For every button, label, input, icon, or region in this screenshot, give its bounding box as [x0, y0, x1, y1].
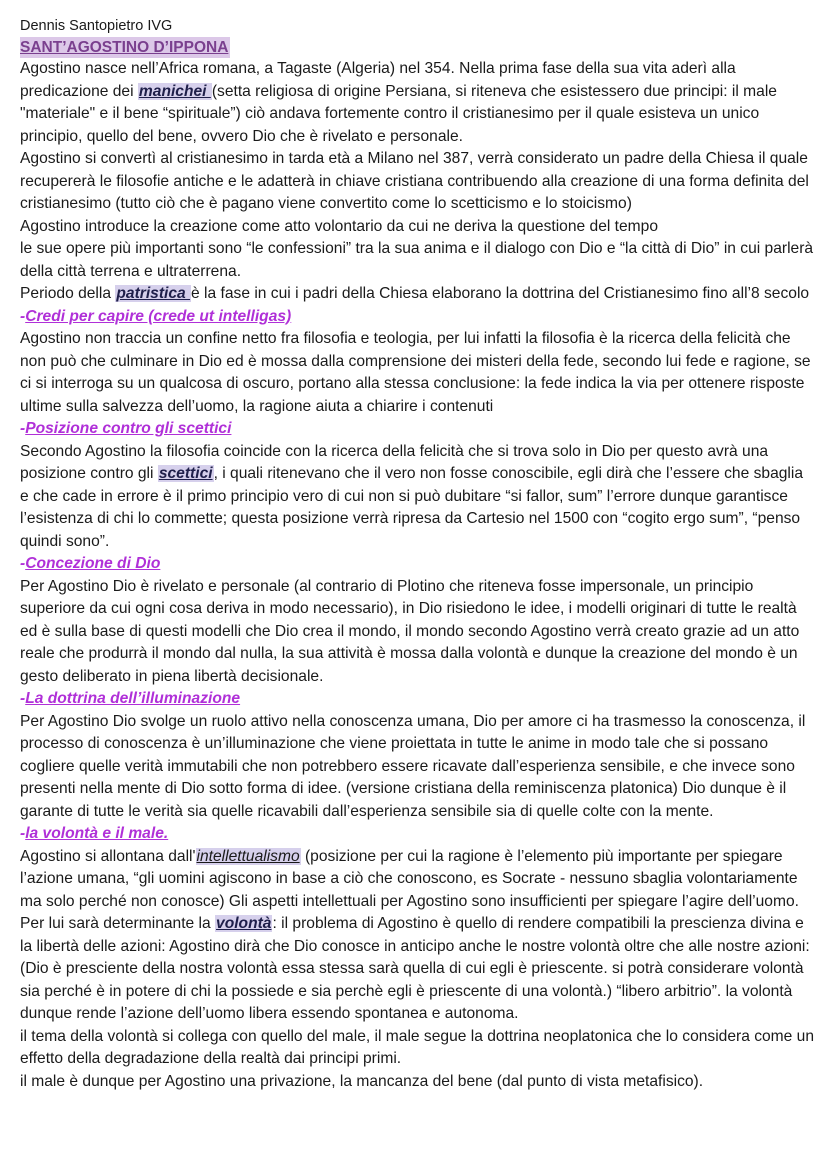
- keyword-highlight: [215, 915, 272, 932]
- section-heading-scettici: [20, 418, 815, 441]
- heading-text: La dottrina dell’illuminazione: [25, 690, 241, 707]
- keyword-highlight: [138, 83, 212, 100]
- section-body-volonta-3: il male è dunque per Agostino una privazione, la mancanza del bene (dal punto di vista metafisico).: [20, 1072, 704, 1090]
- document-body: [20, 16, 815, 1093]
- intro-paragraph-5: [20, 283, 815, 306]
- text-run: Agostino si allontana dall': [20, 847, 196, 865]
- section-body-illuminazione: Per Agostino Dio svolge un ruolo attivo nella conoscenza umana, Dio per amore ci ha trasmesso la conoscenza, il processo di conoscenza è un’illuminazione che viene proiettata in tutte le anime in modo tale che si possano cogliere quelle verità immutabili che non potrebbero essere ricavate dall’esperienza sensibile, e che invece sono presenti nella mente di Dio sotto forma di idee. (versione cristiana della reminiscenza platonica) Dio dunque è il garante di tutte le verità sia quelle ricavabili dall’esperienza sensibile sia di quelle colte con la mente.: [20, 712, 806, 820]
- text-run: Secondo Agostino la filosofia coincide con la ricerca della felicità che si trova solo in Dio per questo avrà una posizione contro gli: [20, 442, 769, 482]
- heading-text: Credi per capire (crede ut intelligas): [25, 307, 292, 325]
- heading-dash: -: [20, 690, 26, 707]
- section-body-dio: Per Agostino Dio è rivelato e personale (al contrario di Plotino che riteneva fosse impersonale, un principio superiore da cui ogni cosa deriva in modo necessario), in Dio risiedono le idee, i modelli originari di tutte le realtà ed è sulla base di questi modelli che Dio crea il mondo, il mondo secondo Agostino verrà creato grazie ad un atto reale che produrrà il mondo dal nulla, la sua attività è mossa dalla volontà e dunque la creazione del mondo è un gesto deliberato in piena libertà decisionale.: [20, 577, 800, 685]
- intro-paragraph-4: le sue opere più importanti sono “le confessioni” tra la sua anima e il dialogo con Dio e “la città di Dio” in cui parlerà della città terrena e ultraterrena.: [20, 240, 814, 280]
- heading-dash: -: [20, 420, 26, 437]
- document-title: SANT’AGOSTINO D’IPPONA: [20, 39, 229, 56]
- text-run: Periodo della: [20, 285, 116, 302]
- keyword-intellettualismo: intellettualismo: [196, 847, 300, 865]
- intro-paragraph-1: [20, 58, 815, 148]
- keyword-volonta: volontà: [216, 915, 272, 932]
- heading-dash: -: [20, 825, 26, 842]
- heading-text: Concezione di Dio: [25, 555, 161, 572]
- keyword-scettici: scettici: [158, 465, 213, 482]
- text-run: Agostino nasce nell’Africa romana, a Tagaste (Algeria) nel 354. Nella prima fase della sua vita aderì alla predicazione dei: [20, 60, 736, 100]
- author-name: Dennis Santopietro IVG: [20, 18, 173, 34]
- keyword-patristica: patristica: [116, 285, 191, 302]
- text-run: è la fase in cui i padri della Chiesa elaborano la dottrina del Cristianesimo fino all’8 secolo: [191, 285, 810, 302]
- section-heading-volonta: [20, 823, 815, 846]
- text-run: (posizione per cui la ragione è l’elemento più importante per spiegare l’azione umana, “gli uomini agiscono in base a ciò che conoscono, es Socrate - nessuno sbaglia volontariamente ma solo perché non conosce) Gli aspetti intellettuali per Agostino sono insufficienti per spiegare l’agire dell’uomo. Per lui sarà determinante la: [20, 847, 799, 932]
- section-body-volonta-2: il tema della volontà si collega con quello del male, il male segue la dottrina neoplatonica che lo considera come un effetto della degradazione della realtà dai principi primi.: [20, 1027, 815, 1067]
- text-run: : il problema di Agostino è quello di rendere compatibili la prescienza divina e la libertà delle azioni: Agostino dirà che Dio conosce in anticipo anche le nostre volontà oltre che alle nostre azioni: (Dio è presciente della nostra volontà essa stessa sarà quella di cui egli è priescente. si potrà considerare volontà sia perché è in potere di chi la possiede e sia perchè egli è priescente di una volontà.) “libero arbitrio”. la volontà dunque rende l’azione dell’uomo libera essendo spontanea e autonoma.: [20, 915, 810, 1022]
- heading-dash: -: [20, 307, 26, 325]
- section-heading-illuminazione: [20, 688, 815, 711]
- section-heading-credi: [20, 306, 815, 329]
- section-body-volonta: [20, 846, 815, 1026]
- keyword-highlight: [158, 465, 214, 482]
- keyword-highlight: [115, 285, 191, 302]
- heading-text: la volontà e il male.: [25, 825, 169, 842]
- text-run: , i quali ritenevano che il vero non fosse conoscibile, egli dirà che l’essere che sbaglia e che cade in errore è il primo principio vero di cui non si può dubitare “si fallor, sum” l’errore dunque garantisce l’esistenza di chi lo commette; questa posizione verrà ripresa da Cartesio nel 1500 con “cogito ergo sum”, “penso quindi sono”.: [20, 465, 804, 550]
- heading-dash: -: [20, 555, 26, 572]
- intro-paragraph-3: Agostino introduce la creazione come atto volontario da cui ne deriva la questione del tempo: [20, 217, 659, 235]
- title-row: [20, 37, 815, 58]
- text-run: (setta religiosa di origine Persiana, si riteneva che esistessero due principi: il male "materiale" e il bene “spirituale”) ciò andava fortemente contro il cristianesimo per il quale esisteva un unico principio, quello del bene, ovvero Dio che è rivelato e personale.: [20, 82, 777, 145]
- keyword-manichei: manichei: [138, 82, 211, 100]
- section-body-credi: Agostino non traccia un confine netto fra filosofia e teologia, per lui infatti la filosofia è la ricerca della felicità che non può che culminare in Dio ed è mossa dalla comprensione dei misteri della fede, secondo lui fede e ragione, se ci si interroga su un qualcosa di oscuro, portano alla stessa conclusione: la fede indica la via per ottenere risposte ultime sulla salvezza dell’uomo, la ragione aiuta a chiarire i contenuti: [20, 330, 811, 415]
- intro-paragraph-2: Agostino si convertì al cristianesimo in tarda età a Milano nel 387, verrà considerato un padre della Chiesa il quale recupererà le filosofie antiche e le adatterà in chiave cristiana contribuendo alla creazione di una forma definita del cristianesimo (tutto ciò che è pagano viene convertito come lo scetticismo e lo stoicismo): [20, 150, 809, 212]
- heading-text: Posizione contro gli scettici: [25, 420, 232, 437]
- section-heading-dio: [20, 553, 815, 576]
- section-body-scettici: [20, 441, 815, 554]
